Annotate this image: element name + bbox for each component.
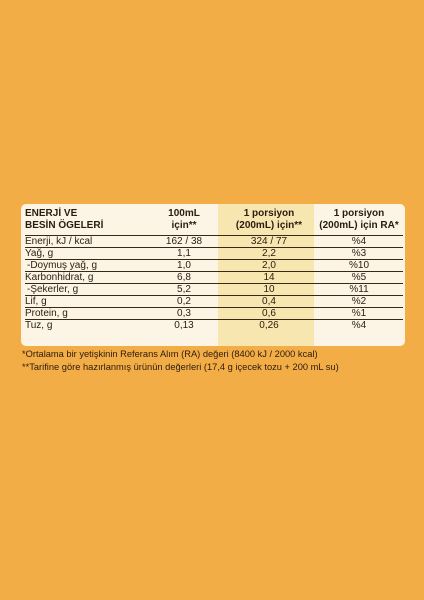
value-per-100ml: 0,13	[145, 320, 223, 332]
value-per-100ml: 6,8	[145, 272, 223, 284]
nutrition-table	[25, 208, 403, 331]
header-per-100ml-line2: için**	[171, 220, 197, 231]
nutrient-name: Karbonhidrat, g	[25, 272, 145, 284]
nutrient-name: -Doymuş yağ, g	[25, 260, 145, 272]
header-per-100ml-line1: 100mL	[168, 208, 200, 219]
value-per-portion: 0,4	[223, 296, 315, 308]
header-reference-intake-line1: 1 porsiyon	[333, 208, 385, 219]
value-reference-intake: %10	[315, 260, 403, 272]
nutrient-name: -Şekerler, g	[25, 284, 145, 296]
value-per-100ml: 1,0	[145, 260, 223, 272]
nutrient-name: Enerji, kJ / kcal	[25, 236, 145, 248]
value-reference-intake: %3	[315, 248, 403, 260]
header-per-portion-line1: 1 porsiyon	[243, 208, 295, 219]
nutrient-name: Lif, g	[25, 296, 145, 308]
table-row	[25, 284, 403, 296]
value-reference-intake: %1	[315, 308, 403, 320]
header-per-portion-line2: (200mL) için**	[235, 220, 303, 231]
value-per-100ml: 0,2	[145, 296, 223, 308]
value-per-portion: 0,26	[223, 320, 315, 332]
table-row	[25, 236, 403, 248]
table-row	[25, 320, 403, 332]
header-nutrients-line2: BESİN ÖGELERİ	[25, 220, 104, 231]
value-per-portion: 2,0	[223, 260, 315, 272]
header-per-portion	[223, 208, 315, 236]
header-nutrients-line1: ENERJİ VE	[25, 208, 78, 219]
header-reference-intake	[315, 208, 403, 236]
value-per-portion: 0,6	[223, 308, 315, 320]
value-reference-intake: %5	[315, 272, 403, 284]
footnotes	[22, 348, 339, 373]
nutrient-name: Protein, g	[25, 308, 145, 320]
table-row	[25, 308, 403, 320]
value-per-portion: 14	[223, 272, 315, 284]
value-per-100ml: 5,2	[145, 284, 223, 296]
value-reference-intake: %11	[315, 284, 403, 296]
nutrient-name: Tuz, g	[25, 320, 145, 332]
value-per-portion: 10	[223, 284, 315, 296]
table-row	[25, 272, 403, 284]
header-nutrients	[25, 208, 145, 236]
table-row	[25, 248, 403, 260]
value-per-portion: 2,2	[223, 248, 315, 260]
nutrient-name: Yağ, g	[25, 248, 145, 260]
table-row	[25, 260, 403, 272]
footnote-preparation: **Tarifine göre hazırlanmış ürünün değerleri (17,4 g içecek tozu + 200 mL su)	[22, 361, 339, 372]
header-per-100ml	[145, 208, 223, 236]
value-per-portion: 324 / 77	[223, 236, 315, 248]
header-reference-intake-line2: (200mL) için RA*	[319, 220, 399, 231]
footnote-reference-intake: *Ortalama bir yetişkinin Referans Alım (RA) değeri (8400 kJ / 2000 kcal)	[22, 349, 318, 359]
table-row	[25, 296, 403, 308]
value-per-100ml: 162 / 38	[145, 236, 223, 248]
value-reference-intake: %2	[315, 296, 403, 308]
value-per-100ml: 1,1	[145, 248, 223, 260]
value-reference-intake: %4	[315, 320, 403, 332]
table-header-row	[25, 208, 403, 236]
value-reference-intake: %4	[315, 236, 403, 248]
value-per-100ml: 0,3	[145, 308, 223, 320]
